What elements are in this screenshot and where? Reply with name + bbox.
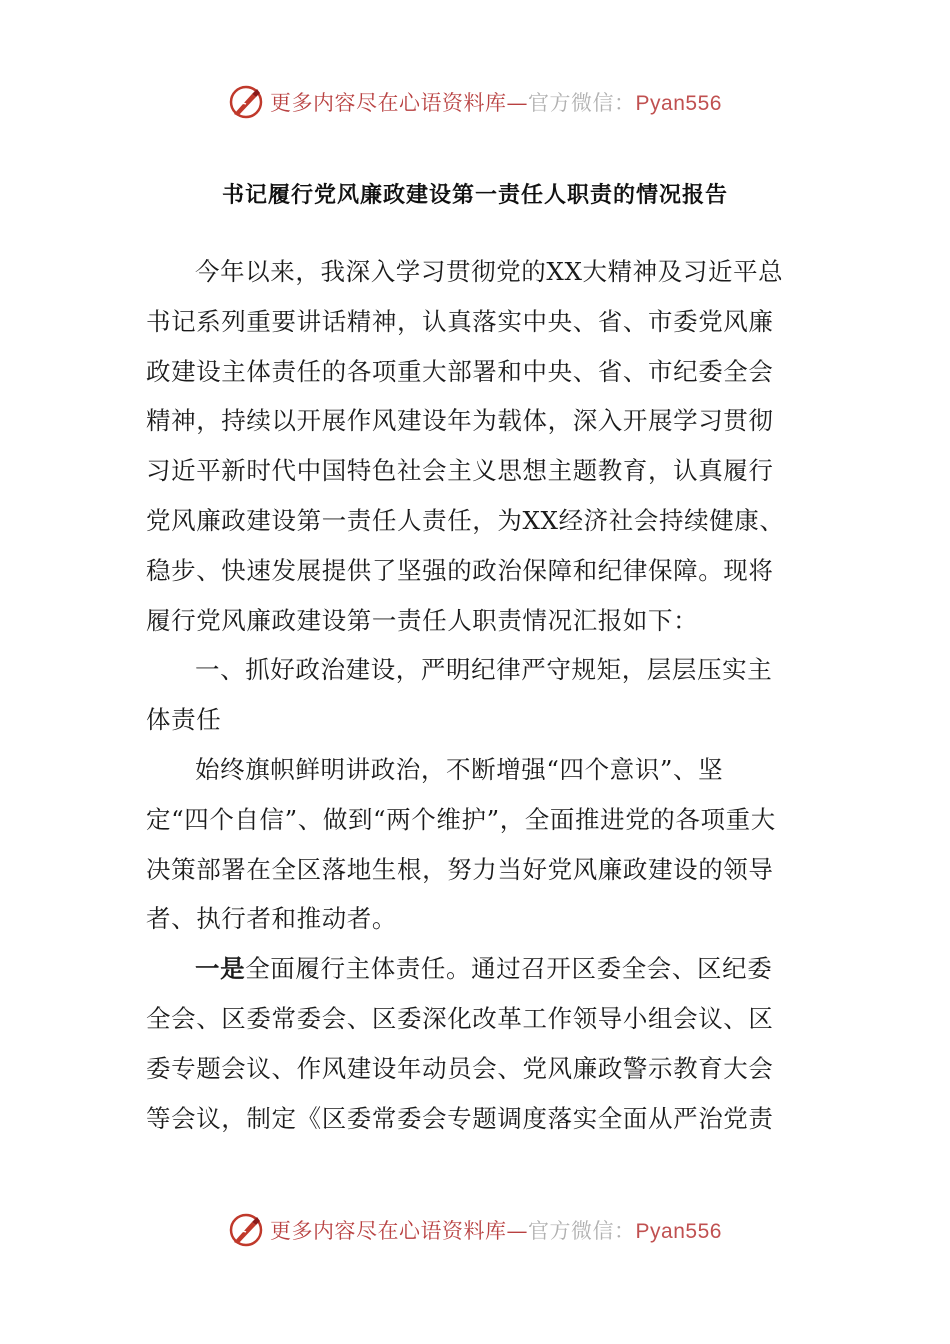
document-body — [146, 247, 786, 1143]
footer-wechat-id: Pyan556 — [635, 1220, 722, 1243]
item-one-text: 全面履行主体责任。通过召开区委全会、区纪委全会、区委常委会、区委深化改革工作领导小组会议、区委专题会议、作风建设年动员会、党风廉政警示教育大会等会议，制定《区委常委会专题调度落实全面从严治党责 — [146, 954, 774, 1133]
item-one-lead: 一是 — [195, 954, 246, 984]
footer-wechat-label: 官方微信： — [528, 1219, 636, 1243]
paragraph-item-one — [146, 944, 786, 1143]
paragraph-intro: 今年以来，我深入学习贯彻党的XX大精神及习近平总书记系列重要讲话精神，认真落实中央、省、市委党风廉政建设主体责任的各项重大部署和中央、省、市纪委全会精神，持续以开展作风建设年为载体，深入开展学习贯彻习近平新时代中国特色社会主义思想主题教育，认真履行党风廉政建设第一责任人责任，为XX经济社会持续健康、稳步、快速发展提供了坚强的政治保障和纪律保障。现将履行党风廉政建设第一责任人职责情况汇报如下： — [146, 257, 785, 635]
section-heading-one: 一、抓好政治建设，严明纪律严守规矩，层层压实主体责任 — [146, 655, 773, 735]
pen-logo-icon — [228, 1212, 264, 1248]
header-wechat-label: 官方微信： — [528, 91, 636, 115]
document-title: 书记履行党风廉政建设第一责任人职责的情况报告 — [221, 183, 728, 208]
footer-banner — [0, 1210, 950, 1250]
paragraph-section-one: 始终旗帜鲜明讲政治，不断增强“四个意识”、坚定“四个自信”、做到“两个维护”，全面推进党的各项重大决策部署在全区落地生根，努力当好党风廉政建设的领导者、执行者和推动者。 — [146, 754, 776, 934]
footer-banner-text — [270, 1215, 722, 1245]
header-wechat-id: Pyan556 — [635, 92, 722, 115]
header-banner-text — [270, 87, 722, 117]
header-banner-slogan: 更多内容尽在心语资料库— — [270, 91, 529, 115]
pen-logo-icon — [228, 84, 264, 120]
header-banner — [0, 82, 950, 122]
footer-banner-slogan: 更多内容尽在心语资料库— — [270, 1219, 529, 1243]
